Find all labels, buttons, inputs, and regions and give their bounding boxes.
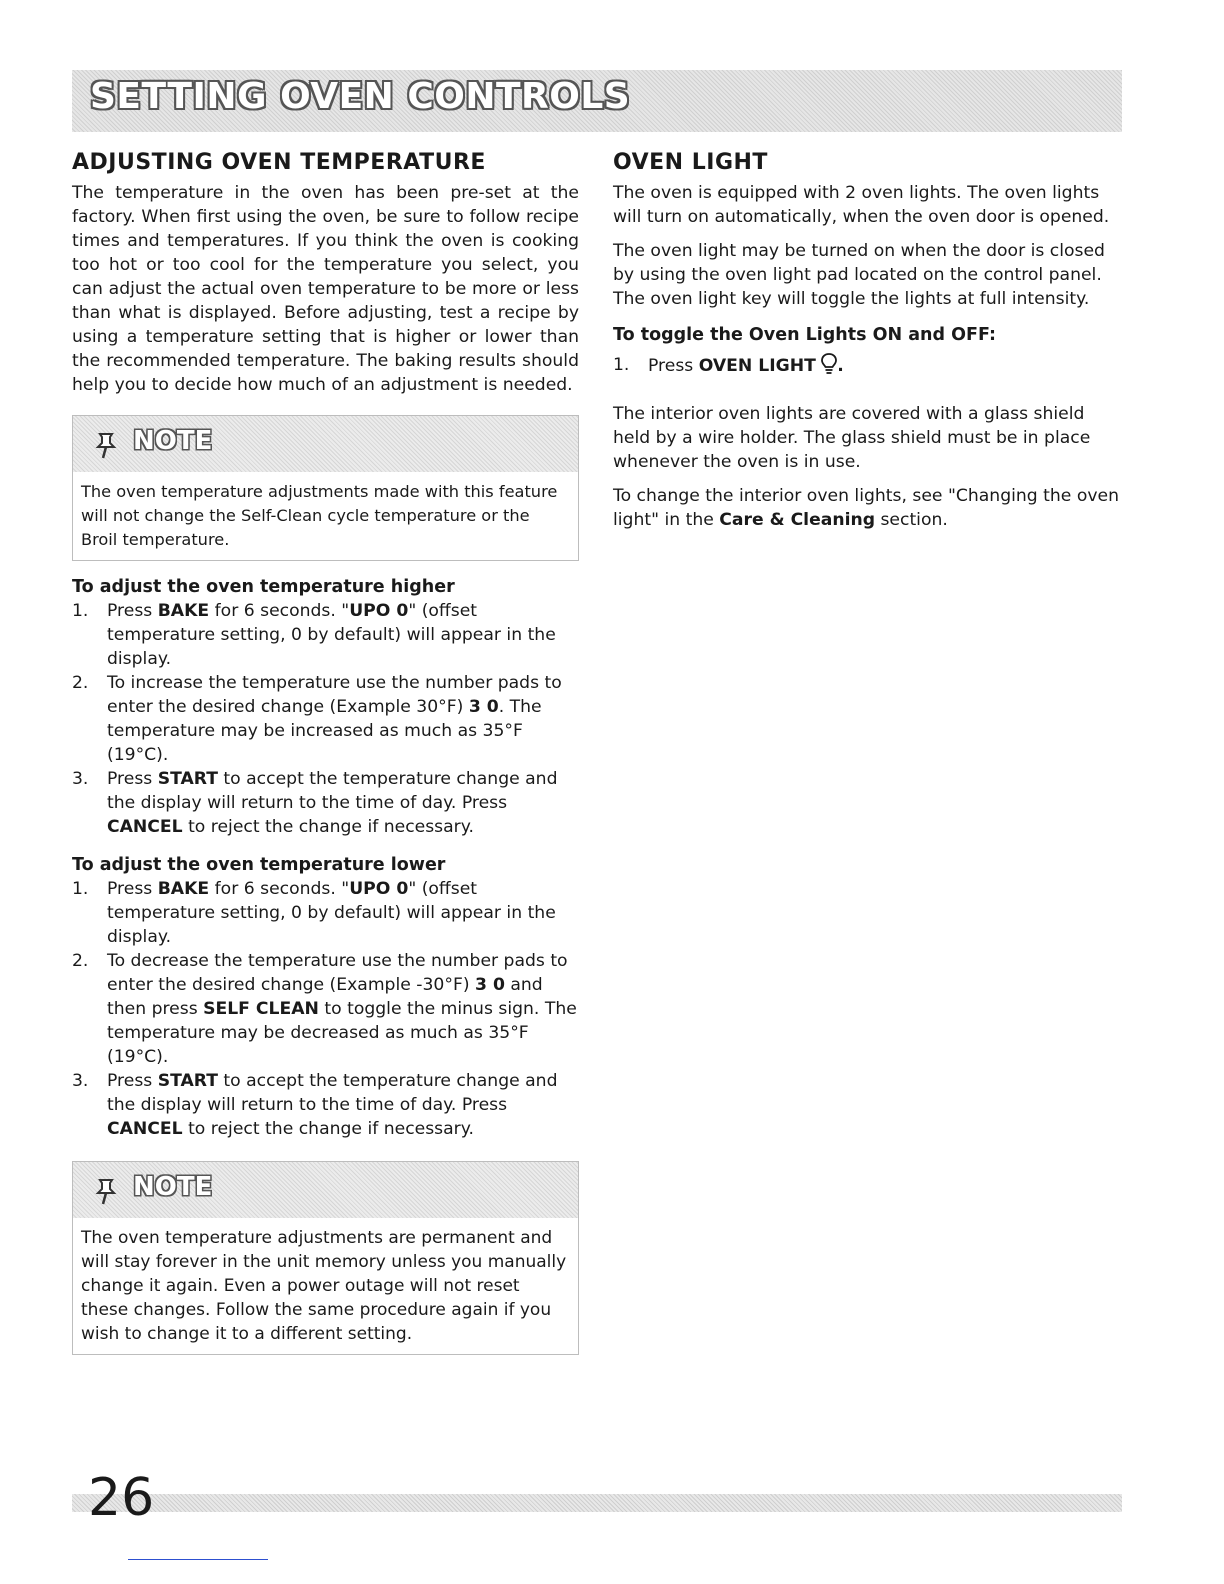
page-number: 26	[88, 1468, 155, 1528]
note-text: The oven temperature adjustments made with this feature will not change the Self-Clean cycle temperature or the Broil temperature.	[81, 482, 558, 549]
adjust-lower-steps	[72, 877, 579, 1141]
note-box-2	[72, 1161, 579, 1355]
note-header	[73, 1162, 578, 1218]
oven-light-paragraph-4: To change the interior oven lights, see "Changing the oven light" in the Care & Cleaning section.	[613, 486, 1119, 530]
right-column	[613, 150, 1122, 542]
left-column	[72, 150, 579, 1355]
note-box-1	[72, 415, 579, 561]
note-title: NOTE	[133, 1172, 213, 1202]
note-title: NOTE	[133, 426, 213, 456]
toggle-lights-steps	[613, 353, 1122, 382]
pushpin-icon	[91, 1176, 121, 1206]
adjust-higher-heading: To adjust the oven temperature higher	[72, 577, 455, 597]
oven-light-heading: OVEN LIGHT	[613, 150, 768, 175]
list-item: 1. Press BAKE for 6 seconds. "UPO 0" (offset temperature setting, 0 by default) will appear in the display.	[72, 601, 556, 669]
toggle-lights-heading: To toggle the Oven Lights ON and OFF:	[613, 325, 996, 345]
note-text: The oven temperature adjustments are permanent and will stay forever in the unit memory unless you manually change it again. Even a power outage will not reset these changes. Follow the same procedure again if you wish to change it to a different setting.	[81, 1228, 567, 1344]
section-banner	[72, 70, 1122, 132]
list-item: 2. To decrease the temperature use the number pads to enter the desired change (Example -30°F) 3 0 and then press SELF CLEAN to toggle the minus sign. The temperature may be decreased as much as 35°F (19°C).	[72, 951, 577, 1067]
list-item: 2. To increase the temperature use the number pads to enter the desired change (Example 30°F) 3 0. The temperature may be increased as much as 35°F (19°C).	[72, 673, 562, 765]
oven-light-paragraph-3: The interior oven lights are covered with a glass shield held by a wire holder. The glass shield must be in place whenever the oven is in use.	[613, 404, 1091, 472]
oven-light-paragraph-2: The oven light may be turned on when the door is closed by using the oven light pad located on the control panel. The oven light key will toggle the lights at full intensity.	[613, 241, 1105, 309]
oven-light-paragraph-1: The oven is equipped with 2 oven lights. The oven lights will turn on automatically, when the oven door is opened.	[613, 183, 1110, 227]
list-item: 3. Press START to accept the temperature change and the display will return to the time of day. Press CANCEL to reject the change if necessary.	[72, 1071, 558, 1139]
page-title: SETTING OVEN CONTROLS	[90, 76, 631, 117]
adjust-higher-steps	[72, 599, 579, 839]
pushpin-icon	[91, 430, 121, 460]
adjust-lower-heading: To adjust the oven temperature lower	[72, 855, 446, 875]
list-item: 1. Press BAKE for 6 seconds. "UPO 0" (offset temperature setting, 0 by default) will appear in the display.	[72, 879, 556, 947]
list-item: 3. Press START to accept the temperature change and the display will return to the time of day. Press CANCEL to reject the change if necessary.	[72, 769, 558, 837]
note-header	[73, 416, 578, 472]
light-bulb-icon	[821, 353, 837, 382]
adjusting-intro-paragraph: The temperature in the oven has been pre-set at the factory. When first using the oven, be sure to follow recipe times and temperatures. If you think the oven is cooking too hot or too cool for the temperature you select, you can adjust the actual oven temperature to be more or less than what is displayed. Before adjusting, test a recipe by using a temperature setting that is higher or lower than the recommended temperature. The baking results should help you to decide how much of an adjustment is needed.	[72, 183, 579, 395]
footer-divider	[128, 1559, 268, 1560]
adjusting-temperature-heading: ADJUSTING OVEN TEMPERATURE	[72, 150, 486, 175]
list-item: 1. Press OVEN LIGHT .	[613, 353, 1122, 382]
footer-bar	[72, 1494, 1122, 1512]
